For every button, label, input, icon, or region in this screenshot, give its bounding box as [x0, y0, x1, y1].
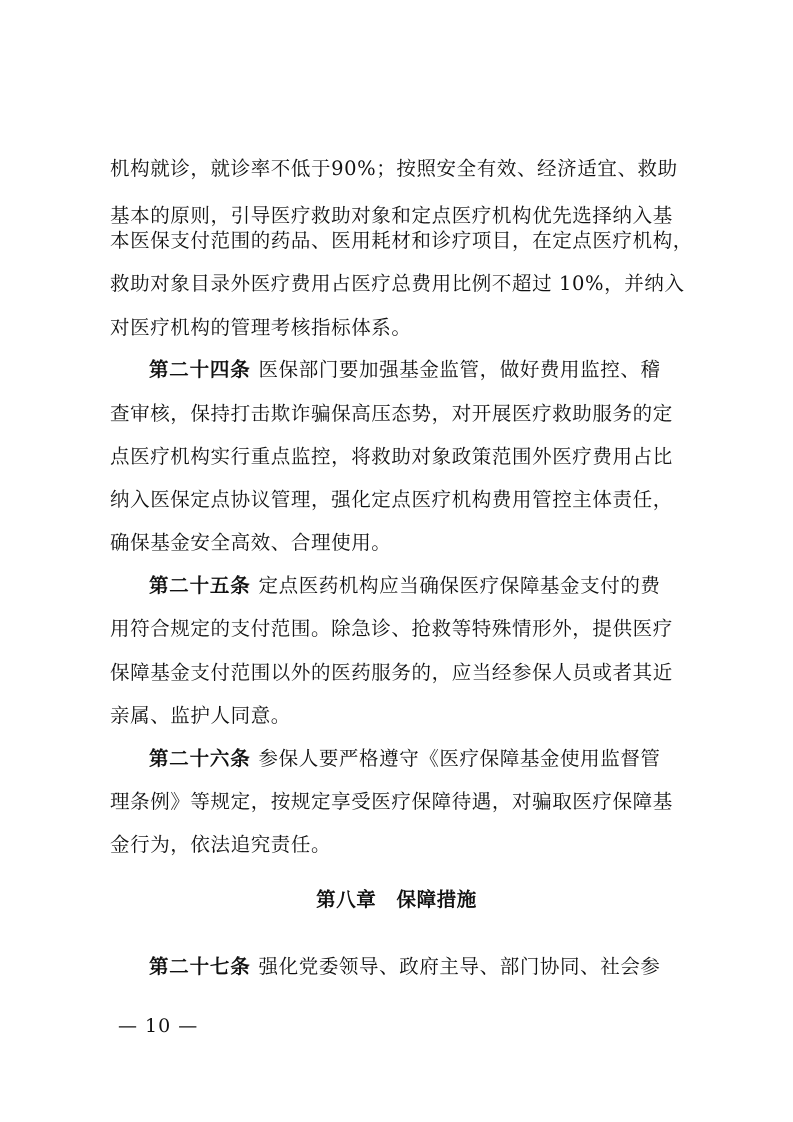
paragraph-line: 保障基金支付范围以外的医药服务的，应当经参保人员或者其近	[110, 661, 673, 684]
article-25-text: 定点医药机构应当确保医疗保障基金支付的费	[258, 574, 661, 597]
article-26-text: 参保人要严格遵守《医疗保障基金使用监督管	[258, 747, 661, 770]
paragraph-line: 确保基金安全高效、合理使用。	[110, 531, 392, 554]
paragraph-line: 点医疗机构实行重点监控，将救助对象政策范围外医疗费用占比	[110, 445, 673, 468]
article-25-heading: 第二十五条	[149, 574, 251, 597]
paragraph-line: 本医保支付范围的药品、医用耗材和诊疗项目，在定点医疗机构，	[110, 229, 693, 252]
page-number: — 10 —	[118, 1015, 199, 1037]
paragraph-line: 救助对象目录外医疗费用占医疗总费用比例不超过 10%，并纳入	[110, 272, 685, 295]
paragraph-line: 用符合规定的支付范围。除急诊、抢救等特殊情形外，提供医疗	[110, 617, 673, 640]
chapter-title: 第八章 保障措施	[316, 888, 477, 911]
article-27-heading: 第二十七条	[149, 955, 251, 978]
article-25-first-line	[149, 572, 661, 600]
paragraph-line: 基本的原则，引导医疗救助对象和定点医疗机构优先选择纳入基	[110, 204, 673, 227]
paragraph-line: 亲属、监护人同意。	[110, 704, 291, 727]
paragraph-line: 对医疗机构的管理考核指标体系。	[110, 316, 412, 339]
article-26-heading: 第二十六条	[149, 747, 251, 770]
paragraph-line: 纳入医保定点协议管理，强化定点医疗机构费用管控主体责任，	[110, 488, 673, 511]
paragraph-line: 查审核，保持打击欺诈骗保高压态势，对开展医疗救助服务的定	[110, 402, 673, 425]
article-24-heading: 第二十四条	[149, 358, 251, 381]
article-27-first-line	[149, 953, 661, 981]
paragraph-line: 机构就诊，就诊率不低于90%；按照安全有效、经济适宜、救助	[110, 157, 678, 180]
paragraph-line: 理条例》等规定，按规定享受医疗保障待遇，对骗取医疗保障基	[110, 790, 673, 813]
article-26-first-line	[149, 745, 661, 773]
article-24-first-line	[149, 356, 661, 384]
paragraph-line: 金行为，依法追究责任。	[110, 833, 332, 856]
article-27-text: 强化党委领导、政府主导、部门协同、社会参	[258, 955, 661, 978]
article-24-text: 医保部门要加强基金监管，做好费用监控、稽	[258, 358, 661, 381]
